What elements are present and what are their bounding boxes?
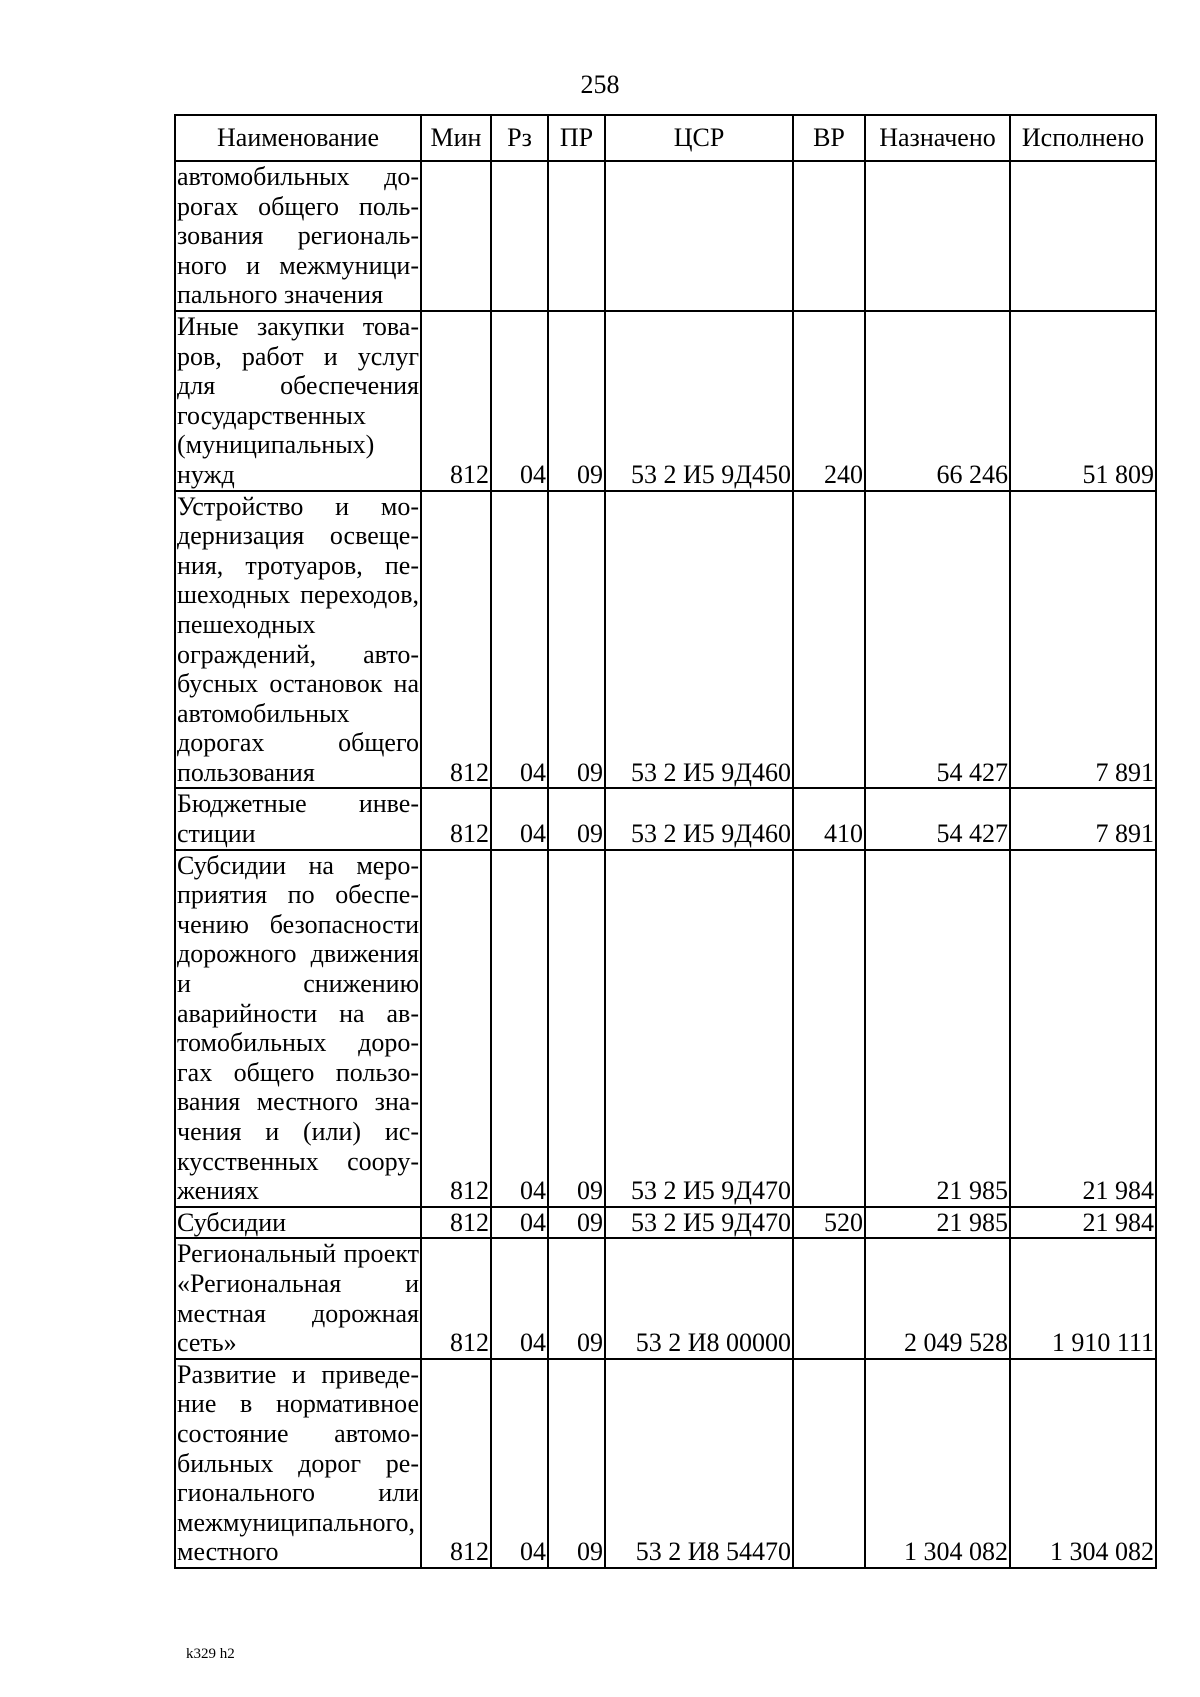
cell-min: 812: [421, 311, 491, 491]
table-header-row: [175, 115, 1156, 161]
cell-min: 812: [421, 850, 491, 1207]
cell-vr: [793, 491, 865, 789]
header-assigned: Назначено: [865, 115, 1010, 161]
cell-pr: 09: [548, 311, 605, 491]
table-row: [175, 1238, 1156, 1358]
cell-rz: 04: [491, 311, 548, 491]
header-executed: Исполнено: [1010, 115, 1156, 161]
cell-name: Устройство и модернизация освещения, тротуаров, пешеходных переходов, пешеходных ограждений, автобусных остановок на автомобильных дорогах общего пользования: [177, 491, 419, 787]
cell-rz: [491, 161, 548, 311]
cell-csr: 53 2 И8 54470: [605, 1359, 793, 1568]
cell-pr: [548, 161, 605, 311]
header-rz: Рз: [491, 115, 548, 161]
cell-rz: 04: [491, 491, 548, 789]
cell-pr: 09: [548, 1359, 605, 1568]
cell-executed: 21 984: [1010, 850, 1156, 1207]
footer-code: k329 h2: [186, 1646, 235, 1662]
cell-rz: 04: [491, 850, 548, 1207]
cell-assigned: 54 427: [865, 491, 1010, 789]
table-row: [175, 311, 1156, 491]
cell-csr: 53 2 И5 9Д460: [605, 491, 793, 789]
cell-csr: 53 2 И5 9Д450: [605, 311, 793, 491]
cell-name: Развитие и приведение в нормативное состояние автомобильных дорог регионального или межмуниципального, местного: [177, 1359, 419, 1567]
cell-rz: 04: [491, 788, 548, 849]
cell-vr: [793, 1238, 865, 1358]
cell-executed: 21 984: [1010, 1207, 1156, 1239]
cell-name: Региональный проект «Региональная и местная дорожная сеть»: [177, 1239, 419, 1358]
cell-executed: 7 891: [1010, 788, 1156, 849]
cell-pr: 09: [548, 1207, 605, 1239]
table-row: [175, 1207, 1156, 1239]
cell-assigned: 21 985: [865, 1207, 1010, 1239]
cell-executed: 1 304 082: [1010, 1359, 1156, 1568]
cell-assigned: 2 049 528: [865, 1238, 1010, 1358]
cell-executed: 1 910 111: [1010, 1238, 1156, 1358]
cell-vr: 410: [793, 788, 865, 849]
cell-min: 812: [421, 788, 491, 849]
header-name: Наименование: [175, 115, 421, 161]
table-row: [175, 1359, 1156, 1568]
cell-name: Иные закупки товаров, работ и услуг для обеспечения государственных (муниципальных) нужд: [177, 311, 419, 489]
cell-executed: [1010, 161, 1156, 311]
cell-pr: 09: [548, 491, 605, 789]
cell-vr: 240: [793, 311, 865, 491]
header-vr: ВР: [793, 115, 865, 161]
header-min: Мин: [421, 115, 491, 161]
cell-rz: 04: [491, 1359, 548, 1568]
cell-csr: 53 2 И8 00000: [605, 1238, 793, 1358]
cell-assigned: 1 304 082: [865, 1359, 1010, 1568]
cell-vr: [793, 1359, 865, 1568]
cell-name: Субсидии: [175, 1207, 421, 1239]
cell-executed: 51 809: [1010, 311, 1156, 491]
cell-csr: [605, 161, 793, 311]
cell-assigned: 21 985: [865, 850, 1010, 1207]
cell-pr: 09: [548, 1238, 605, 1358]
cell-min: 812: [421, 1238, 491, 1358]
cell-csr: 53 2 И5 9Д470: [605, 1207, 793, 1239]
cell-assigned: 54 427: [865, 788, 1010, 849]
header-csr: ЦСР: [605, 115, 793, 161]
cell-vr: 520: [793, 1207, 865, 1239]
cell-min: 812: [421, 1359, 491, 1568]
cell-executed: 7 891: [1010, 491, 1156, 789]
table-row: [175, 491, 1156, 789]
table-row: [175, 788, 1156, 849]
cell-pr: 09: [548, 788, 605, 849]
cell-csr: 53 2 И5 9Д470: [605, 850, 793, 1207]
cell-pr: 09: [548, 850, 605, 1207]
cell-min: 812: [421, 491, 491, 789]
cell-name: Бюджетные инвестиции: [177, 789, 419, 849]
cell-assigned: 66 246: [865, 311, 1010, 491]
cell-min: [421, 161, 491, 311]
table-row: [175, 850, 1156, 1207]
table-row: [175, 161, 1156, 311]
cell-vr: [793, 161, 865, 311]
header-pr: ПР: [548, 115, 605, 161]
cell-assigned: [865, 161, 1010, 311]
page-number: 258: [580, 70, 620, 99]
cell-min: 812: [421, 1207, 491, 1239]
cell-rz: 04: [491, 1238, 548, 1358]
cell-rz: 04: [491, 1207, 548, 1239]
cell-name: автомобильных дорогах общего пользования регионального и межмуниципального значения: [177, 162, 419, 310]
cell-vr: [793, 850, 865, 1207]
budget-table: [174, 114, 1157, 1569]
cell-csr: 53 2 И5 9Д460: [605, 788, 793, 849]
cell-name: Субсидии на мероприятия по обеспечению безопасности дорожного движения и снижению аварийности на автомобильных дорогах общего пользования местного значения и (или) искусственных сооружениях: [177, 850, 419, 1206]
